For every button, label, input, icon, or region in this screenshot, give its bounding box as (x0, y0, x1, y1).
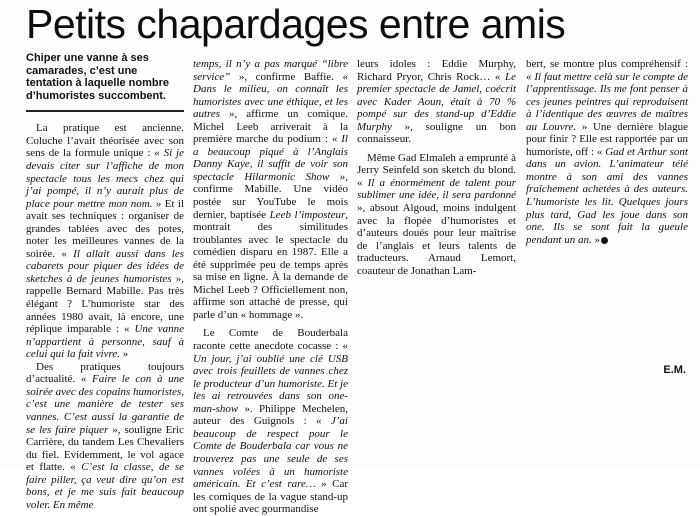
quote-run: Il a beaucoup piqué à l’Anglais Danny Kaye, il suffit de voir son spectacle Hilarmonic Show (193, 133, 348, 183)
article-headline: Petits chapardages entre amis (26, 1, 566, 47)
article-column-1 (26, 52, 184, 511)
text-run: , montrait des similitudes troublantes avec le spectacle du comédien disparu en 1987. Elle a été supprimée peu de temps après sa mise en ligne. À la demande de Michel Leeb ? Officiellement non, affirme son attaché de presse, qui parle d’un « hommage ». (193, 208, 348, 321)
paragraph-actualite (26, 361, 184, 512)
text-run: », confirme Mabille. Une vidéo postée sur YouTube le mois dernier, baptisée (193, 170, 348, 221)
paragraph-coluche (26, 122, 184, 360)
quote-run: Dans le milieu, on connaît les humoristes avec une éthique, et les autres (193, 83, 348, 121)
text-run: » (591, 233, 600, 246)
text-run: », confirme Baffie. « (230, 70, 348, 83)
quote-run: Il a énormément de talent pour sublimer une idée, il sera pardonné (357, 176, 517, 202)
quote-run: Un jour, j’ai oublié une clé USB avec trois feuillets de vannes chez le producteur d’un humoriste. Et je les ai retrouvées dans son one-man-show (193, 352, 348, 415)
quote-run: temps, il n’y a pas marqué “libre service” (193, 58, 348, 83)
text-run: », rappelle Bernard Mabille. Pas très élégant ? L’humoriste star des années 1980 avait, là encore, une réplique imparable : « (26, 272, 184, 336)
article-chapeau: Chiper une vanne à ses camarades, c’est une tentation à laquelle nombre d’humoristes succombent. (26, 52, 170, 102)
text-run: bert, se montre plus compréhensif : « (526, 58, 688, 83)
paragraph-bouderbala (193, 327, 348, 515)
quote-run: Faire le con à une soirée avec des copains humoristes, c’est une manière de tester ses vannes. C’est aussi la garantie de se les faire piquer (26, 373, 185, 436)
text-run: Le Comte de Bouderbala raconte cette anecdote cocasse : « (193, 327, 348, 353)
article-column-4 (526, 58, 688, 246)
text-run: », affirme un comique. Michel Leeb arriverait à la première marche du podium : « (193, 108, 348, 146)
text-run: ». Philippe Mechelen, auteur des Guignols : « (193, 402, 348, 428)
text-run: La pratique est ancienne. Coluche l’avait théorisée avec son sens de la formule unique : « (26, 122, 184, 160)
paragraph-gad-elmaleh (357, 152, 516, 277)
quote-run: C’est la classe, de se faire piller, ça veut dire qu’on est bons, et je me suis fait beaucoup voler. En même (26, 461, 184, 511)
text-run: leurs idoles : Eddie Murphy, Richard Pryor, Chris Rock… « (357, 58, 516, 83)
quote-run: Gad et Arthur sont dans un avion. L’animateur télé montre à son ami des vannes fraîchement achetées à des auteurs. L’humoriste les lit. Quelques jours plus tard, Gad les joue dans son one. Ils se sont fait la gueule pendant un an. (526, 145, 688, 246)
text-run: Des pratiques toujours d’actualité. « (26, 360, 184, 386)
text-run: » Une dernière blague pour finir ? Elle est rapportée par un humoriste, off : « (526, 120, 688, 158)
text-run: » Car les comiques de la vague stand-up ont spolié avec gourmandise (193, 478, 348, 516)
text-run: », souligne Eric Carrière, du tandem Les Chevaliers du fiel. Evidemment, le vol agace et flatte. « (26, 423, 184, 474)
quote-run: J’ai beaucoup de respect pour le Comte de Bouderbala car vous ne trouverez pas une seule de ses vannes volées à un humoriste américain. Et c’est rare… (193, 415, 348, 491)
paragraph-actualite-continued (193, 58, 348, 321)
quote-run: Il faut mettre celà sur le compte de l’apprentissage. Ils me font penser à ces jeunes peintres qui reproduisent à l’identique des œuvres de maîtres au Louvre. (526, 70, 688, 133)
quote-run: Si je devais citer sur l’affiche de mon spectacle tous les mecs chez qui j’ai pompé, il n’y aurait plus de place pour mettre mon nom. (26, 147, 184, 210)
text-run: » (119, 348, 129, 361)
text-run: Même Gad Elmaleh a emprunté à Jerry Seinfeld son sketch du blond. « (357, 151, 516, 189)
chapeau-divider (26, 110, 184, 112)
quote-run: Leeb l’imposteur (269, 208, 346, 221)
author-signature: E.M. (663, 364, 686, 376)
quote-run: Le premier spectacle de Jamel, coécrit avec Kader Aoun, était à 70 % pompé sur des stand-up d’Eddie Murphy (357, 70, 516, 133)
paragraph-idoles (357, 58, 516, 146)
quote-run: Une vanne n’appartient à personne, sauf à celui qui la fait vivre. (26, 323, 184, 361)
article-column-3 (357, 58, 516, 277)
text-run: » Et il avait ses techniques : organiser de grandes tablées avec des potes, noter les meilleures vannes de la soirée. « (26, 197, 185, 260)
text-run: », souligne un bon connaisseur. (357, 120, 516, 146)
text-run: », absout Algoud, moins indulgent avec la flopée d’humoristes et d’auteurs doués pour leur maîtrise de l’anglais et leurs talents de traducteurs. Arnaud Lemort, coauteur de Jonathan Lam- (357, 202, 516, 277)
article-column-2 (193, 58, 348, 516)
quote-run: Il allait aussi dans les cabarets pour piquer des idées de sketches à de jeunes humoristes (26, 247, 184, 285)
paragraph-final (526, 58, 688, 246)
end-of-article-bullet-icon (601, 237, 608, 244)
